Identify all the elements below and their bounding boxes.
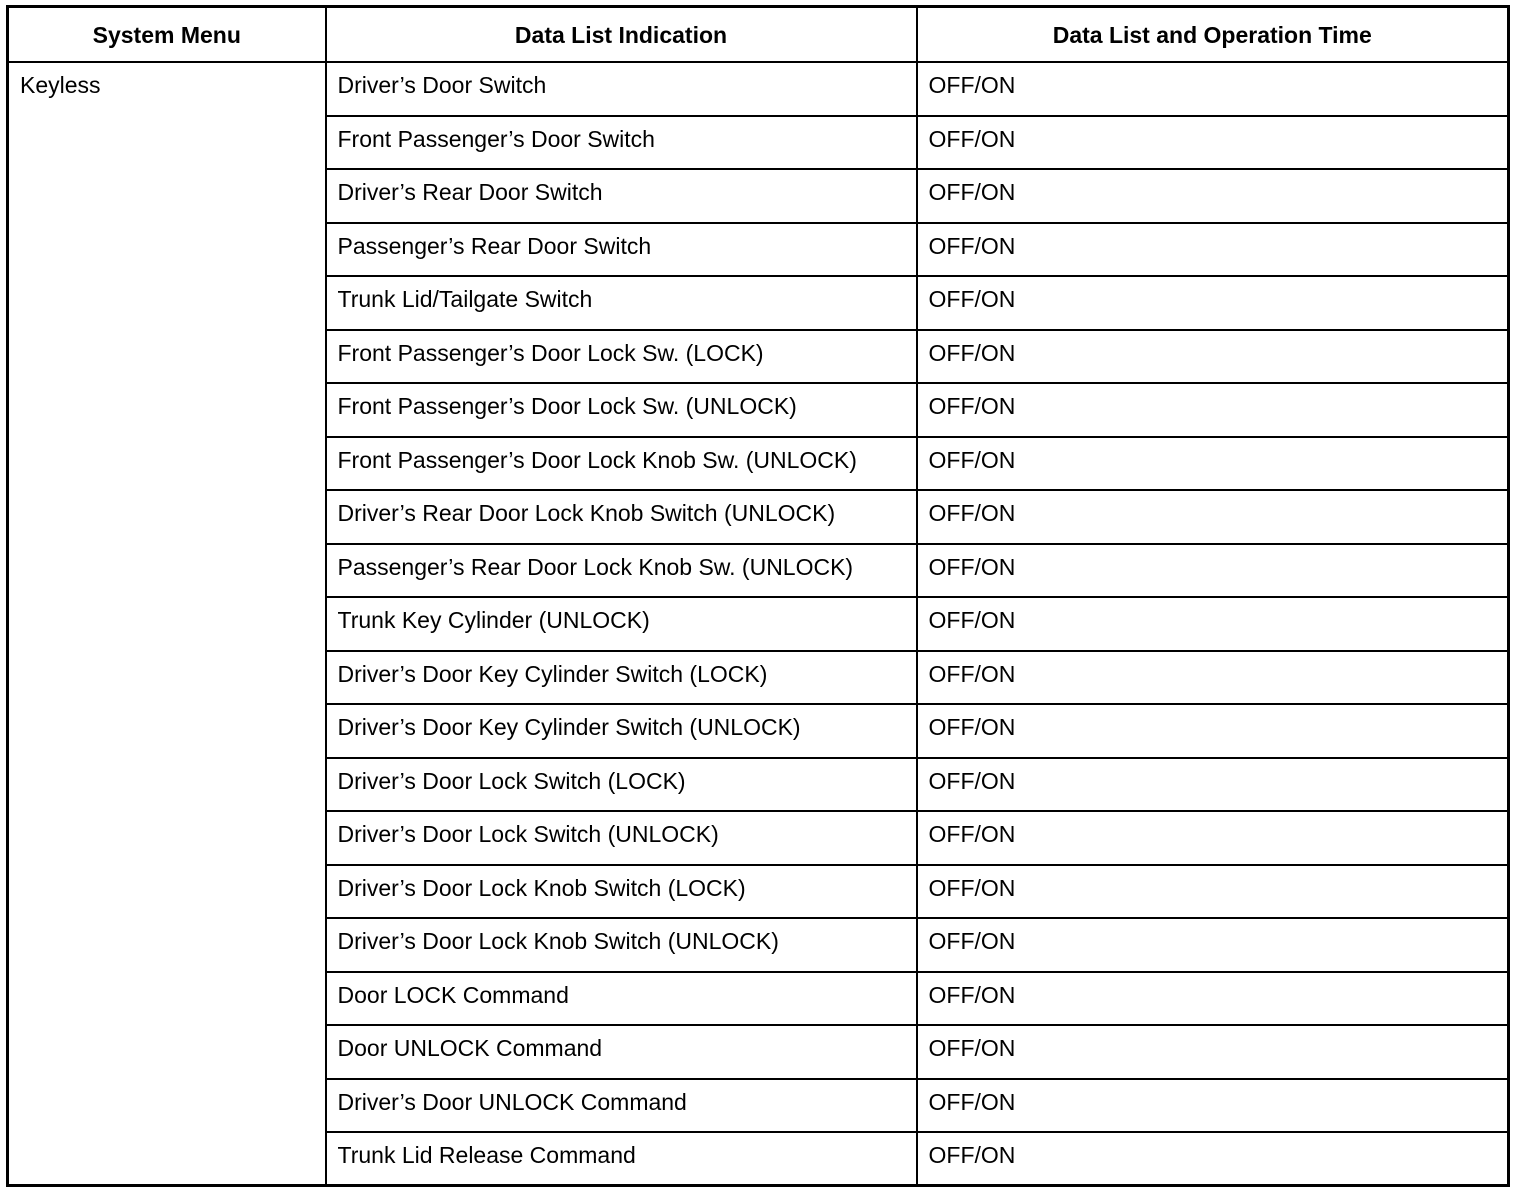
header-system-menu: System Menu [8, 7, 326, 63]
header-data-list-operation-time: Data List and Operation Time [917, 7, 1509, 63]
value-cell: OFF/ON [917, 383, 1509, 437]
indication-cell: Driver’s Door Key Cylinder Switch (UNLOCK) [326, 704, 917, 758]
value-cell: OFF/ON [917, 1025, 1509, 1079]
indication-cell: Trunk Lid Release Command [326, 1132, 917, 1186]
indication-cell: Driver’s Door Key Cylinder Switch (LOCK) [326, 651, 917, 705]
indication-cell: Driver’s Door Lock Knob Switch (LOCK) [326, 865, 917, 919]
value-cell: OFF/ON [917, 490, 1509, 544]
indication-cell: Door UNLOCK Command [326, 1025, 917, 1079]
header-row [8, 7, 1509, 63]
indication-cell: Passenger’s Rear Door Switch [326, 223, 917, 277]
indication-cell: Trunk Lid/Tailgate Switch [326, 276, 917, 330]
value-cell: OFF/ON [917, 865, 1509, 919]
indication-cell: Driver’s Rear Door Switch [326, 169, 917, 223]
value-cell: OFF/ON [917, 972, 1509, 1026]
indication-cell: Front Passenger’s Door Lock Sw. (UNLOCK) [326, 383, 917, 437]
table-body [8, 62, 1509, 1186]
indication-cell: Front Passenger’s Door Lock Knob Sw. (UNLOCK) [326, 437, 917, 491]
indication-cell: Driver’s Door Lock Switch (UNLOCK) [326, 811, 917, 865]
value-cell: OFF/ON [917, 169, 1509, 223]
value-cell: OFF/ON [917, 811, 1509, 865]
data-list-table [6, 5, 1510, 1187]
indication-cell: Driver’s Door Lock Knob Switch (UNLOCK) [326, 918, 917, 972]
value-cell: OFF/ON [917, 918, 1509, 972]
indication-cell: Driver’s Door Switch [326, 62, 917, 116]
value-cell: OFF/ON [917, 651, 1509, 705]
value-cell: OFF/ON [917, 330, 1509, 384]
value-cell: OFF/ON [917, 1079, 1509, 1133]
value-cell: OFF/ON [917, 704, 1509, 758]
value-cell: OFF/ON [917, 223, 1509, 277]
value-cell: OFF/ON [917, 758, 1509, 812]
value-cell: OFF/ON [917, 1132, 1509, 1186]
value-cell: OFF/ON [917, 597, 1509, 651]
indication-cell: Front Passenger’s Door Switch [326, 116, 917, 170]
value-cell: OFF/ON [917, 437, 1509, 491]
system-menu-cell: Keyless [8, 62, 326, 1186]
value-cell: OFF/ON [917, 62, 1509, 116]
table-row [8, 62, 1509, 116]
indication-cell: Front Passenger’s Door Lock Sw. (LOCK) [326, 330, 917, 384]
indication-cell: Trunk Key Cylinder (UNLOCK) [326, 597, 917, 651]
value-cell: OFF/ON [917, 276, 1509, 330]
indication-cell: Driver’s Door Lock Switch (LOCK) [326, 758, 917, 812]
indication-cell: Door LOCK Command [326, 972, 917, 1026]
value-cell: OFF/ON [917, 116, 1509, 170]
indication-cell: Driver’s Door UNLOCK Command [326, 1079, 917, 1133]
header-data-list-indication: Data List Indication [326, 7, 917, 63]
indication-cell: Driver’s Rear Door Lock Knob Switch (UNLOCK) [326, 490, 917, 544]
indication-cell: Passenger’s Rear Door Lock Knob Sw. (UNLOCK) [326, 544, 917, 598]
table-header [8, 7, 1509, 63]
value-cell: OFF/ON [917, 544, 1509, 598]
